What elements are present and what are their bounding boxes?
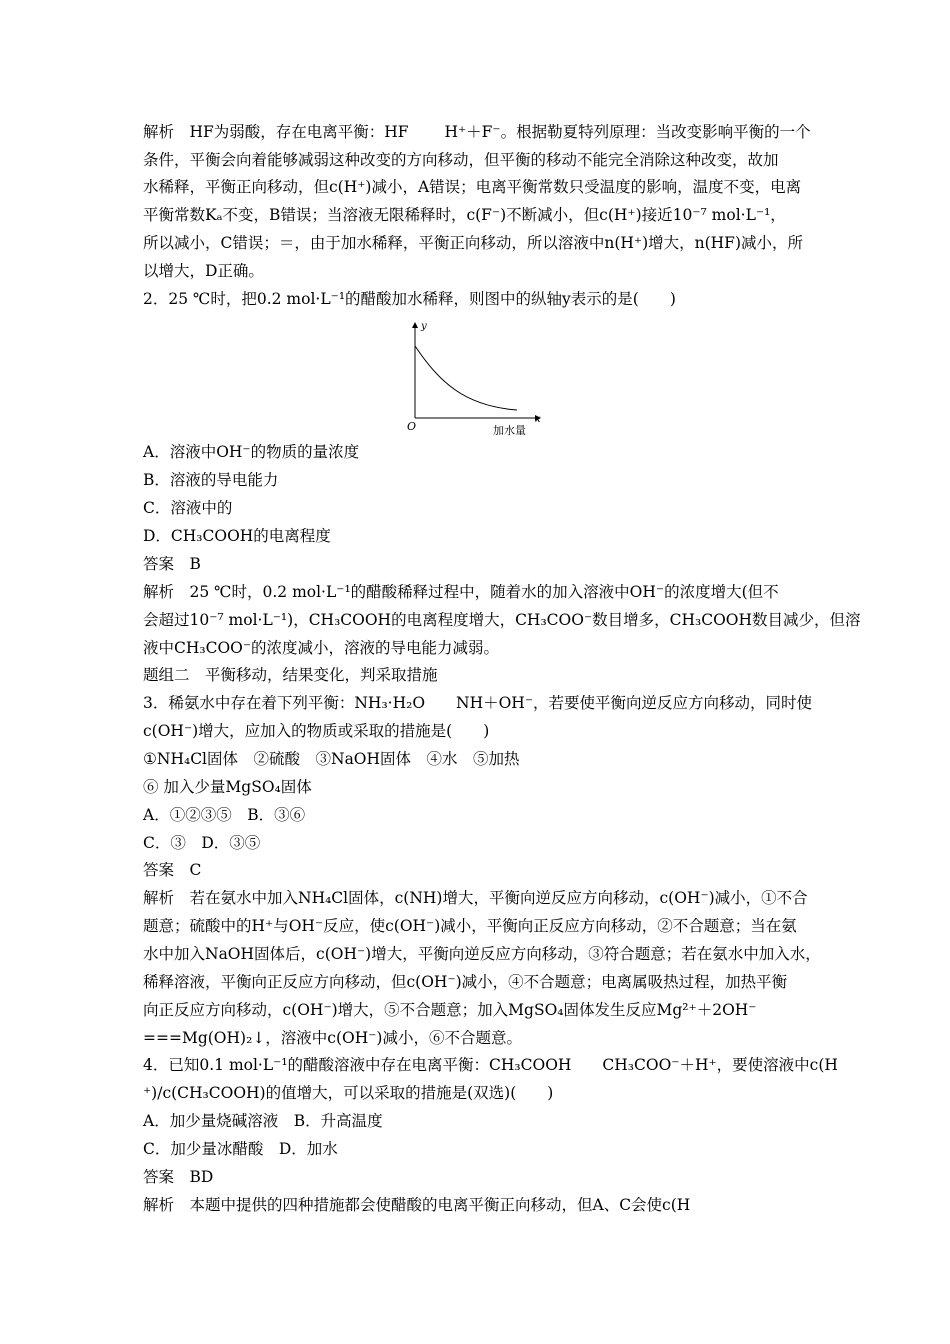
option-d: D．CH₃COOH的电离程度: [143, 527, 331, 545]
text-line: 平衡常数Kₐ不变，B错误；当溶液无限稀释时，c(F⁻)不断减小，但c(H⁺)接近10⁻⁷ mol·L⁻¹，: [143, 206, 786, 224]
y-axis-label: y: [421, 321, 427, 332]
answer: 答案 C: [143, 861, 202, 879]
section-heading: 题组二 平衡移动，结果变化，判采取措施: [143, 666, 438, 684]
text-line: 会超过10⁻⁷ mol·L⁻¹)，CH₃COOH的电离程度增大，CH₃COO⁻数目增多，CH₃COOH数目减少，但溶: [143, 611, 861, 629]
text-line: 所以减小，C错误；＝，由于加水稀释，平衡正向移动，所以溶液中n(H⁺)增大，n(HF)减小，所: [143, 234, 803, 252]
option-a: A．溶液中OH⁻的物质的量浓度: [143, 443, 360, 461]
text-line: ⁺)/c(CH₃COOH)的值增大，可以采取的措施是(双选)( ): [143, 1084, 554, 1102]
origin-label: O: [407, 420, 417, 433]
text-line: 稀释溶液，平衡向正反应方向移动，但c(OH⁻)减小，④不合题意；电离属吸热过程，加热平衡: [143, 973, 788, 991]
x-axis-caption: 加水量: [493, 424, 526, 437]
graph-curve: [415, 346, 517, 410]
text-line: c(OH⁻)增大，应加入的物质或采取的措施是( ): [143, 722, 490, 740]
text-line: 条件，平衡会向着能够减弱这种改变的方向移动，但平衡的移动不能完全消除这种改变，故加: [143, 151, 779, 169]
text-line: 解析 HF为弱酸，存在电离平衡：HF H⁺＋F⁻。根据勒夏特列原理：当改变影响平衡的一个: [143, 123, 811, 141]
text-line: 解析 若在氨水中加入NH₄Cl固体，c(NH)增大，平衡向逆反应方向移动，c(OH⁻)减小，①不合: [143, 889, 808, 907]
option-line: C．加少量冰醋酸 D．加水: [143, 1140, 338, 1158]
option-line: A．①②③⑤ B．③⑥: [143, 806, 306, 824]
text-line: 题意；硫酸中的H⁺与OH⁻反应，使c(OH⁻)减小，平衡向正反应方向移动，②不合题意；当在氨: [143, 917, 797, 935]
text-line: 以增大，D正确。: [143, 262, 264, 280]
answer: 答案 BD: [143, 1168, 214, 1186]
x-axis-label: x: [535, 414, 541, 425]
text-line: 水稀释，平衡正向移动，但c(H⁺)减小，A错误；电离平衡常数只受温度的影响，温度不变，电离: [143, 178, 802, 196]
option-b: B．溶液的导电能力: [143, 471, 279, 489]
question-2: 2．25 ℃时，把0.2 mol·L⁻¹的醋酸加水稀释，则图中的纵轴y表示的是( ): [143, 290, 676, 308]
text-line: 向正反应方向移动，c(OH⁻)增大，⑤不合题意；加入MgSO₄固体发生反应Mg²⁺＋2OH⁻: [143, 1001, 757, 1019]
text-line: 解析 25 ℃时，0.2 mol·L⁻¹的醋酸稀释过程中，随着水的加入溶液中OH⁻的浓度增大(但不: [143, 583, 779, 601]
option-c: C．溶液中的: [143, 499, 233, 517]
question-3: 3．稀氨水中存在着下列平衡：NH₃·H₂O NH＋OH⁻，若要使平衡向逆反应方向移动，同时使: [143, 694, 813, 712]
question-4: 4．已知0.1 mol·L⁻¹的醋酸溶液中存在电离平衡：CH₃COOH CH₃COO⁻＋H⁺，要使溶液中c(H: [143, 1056, 838, 1074]
text-line: ①NH₄Cl固体 ②硫酸 ③NaOH固体 ④水 ⑤加热: [143, 750, 520, 768]
text-line: 解析 本题中提供的四种措施都会使醋酸的电离平衡正向移动，但A、C会使c(H: [143, 1196, 691, 1214]
option-line: A．加少量烧碱溶液 B．升高温度: [143, 1112, 383, 1130]
text-line: 液中CH₃COO⁻的浓度减小，溶液的导电能力减弱。: [143, 639, 500, 657]
answer: 答案 B: [143, 555, 201, 573]
text-line: ===Mg(OH)₂↓，溶液中c(OH⁻)减小，⑥不合题意。: [143, 1029, 522, 1047]
option-line: C．③ D．③⑤: [143, 834, 261, 852]
dilution-graph: [395, 318, 545, 438]
text-line: ⑥ 加入少量MgSO₄固体: [143, 778, 312, 796]
text-line: 水中加入NaOH固体后，c(OH⁻)增大，平衡向逆反应方向移动，③符合题意；若在氨水中加入水，: [143, 945, 821, 963]
